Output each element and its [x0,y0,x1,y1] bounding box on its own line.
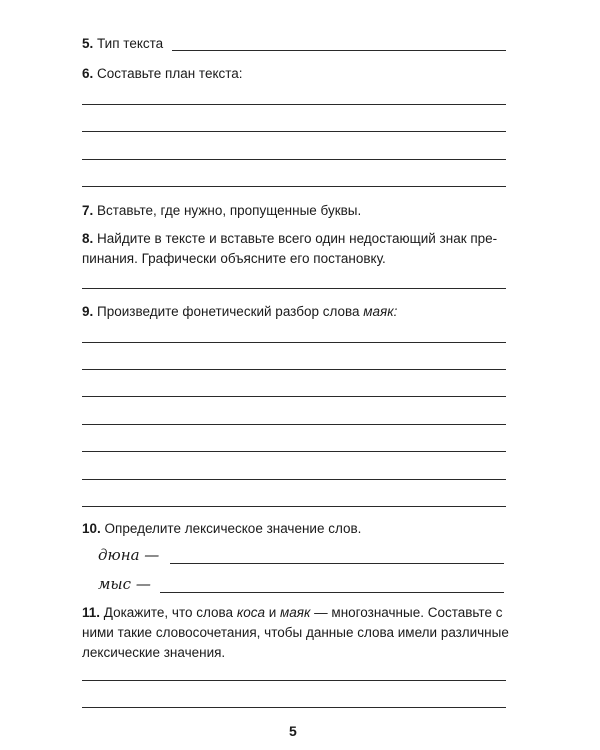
task-10-word-mys: мыс — [98,575,151,593]
task-11-word-mayak: маяк [280,605,311,620]
task-11-line-3: лексические значения. [82,645,226,660]
task-6-answer-line[interactable] [82,186,506,187]
task-9-number: 9. [82,304,94,319]
task-11-and: и [268,605,277,620]
task-7-text: Вставьте, где нужно, пропущенные буквы. [97,203,362,218]
task-6-answer-line[interactable] [82,159,506,160]
task-11-text-b: — многозначные. Составьте с [314,605,503,620]
page-number: 5 [289,723,297,739]
task-9-word: маяк: [363,304,398,319]
task-10-answer-line-duna[interactable] [170,563,504,564]
task-7 [82,201,361,221]
task-11-text-a: Докажите, что слова [103,605,234,620]
task-8-answer-line[interactable] [82,288,506,289]
task-9-answer-line[interactable] [82,342,506,343]
task-9-answer-line[interactable] [82,369,506,370]
task-8-line-2: пинания. Графически объясните его постановку. [82,251,386,266]
task-5-number: 5. [82,36,94,51]
task-6-text: Составьте план текста: [97,66,243,81]
task-6-answer-line[interactable] [82,131,506,132]
task-10-answer-line-mys[interactable] [160,592,504,593]
task-11 [82,603,512,663]
task-11-answer-line[interactable] [82,680,506,681]
task-9-answer-line[interactable] [82,479,506,480]
task-9-text: Произведите фонетический разбор слова [97,304,360,319]
task-11-line-2: ними такие словосочетания, чтобы данные слова имели различные [82,625,509,640]
task-10-number: 10. [82,521,101,536]
task-10 [82,519,361,539]
task-9-answer-line[interactable] [82,451,506,452]
task-6-number: 6. [82,66,94,81]
task-7-number: 7. [82,203,94,218]
task-8-line-1: Найдите в тексте и вставьте всего один недостающий знак пре- [97,231,498,246]
task-9 [82,302,397,322]
task-11-word-kosa: коса [236,605,265,620]
task-8 [82,229,512,269]
task-11-answer-line[interactable] [82,707,506,708]
task-6-answer-line[interactable] [82,104,506,105]
task-5-answer-line[interactable] [172,50,506,51]
task-10-word-duna: дюна — [98,546,160,564]
task-6 [82,64,243,84]
task-9-answer-line[interactable] [82,396,506,397]
task-5 [82,34,163,54]
task-11-number: 11. [82,605,101,620]
task-5-text: Тип текста [97,36,164,51]
task-10-text: Определите лексическое значение слов. [104,521,362,536]
task-9-answer-line[interactable] [82,506,506,507]
task-9-answer-line[interactable] [82,424,506,425]
task-8-number: 8. [82,231,94,246]
